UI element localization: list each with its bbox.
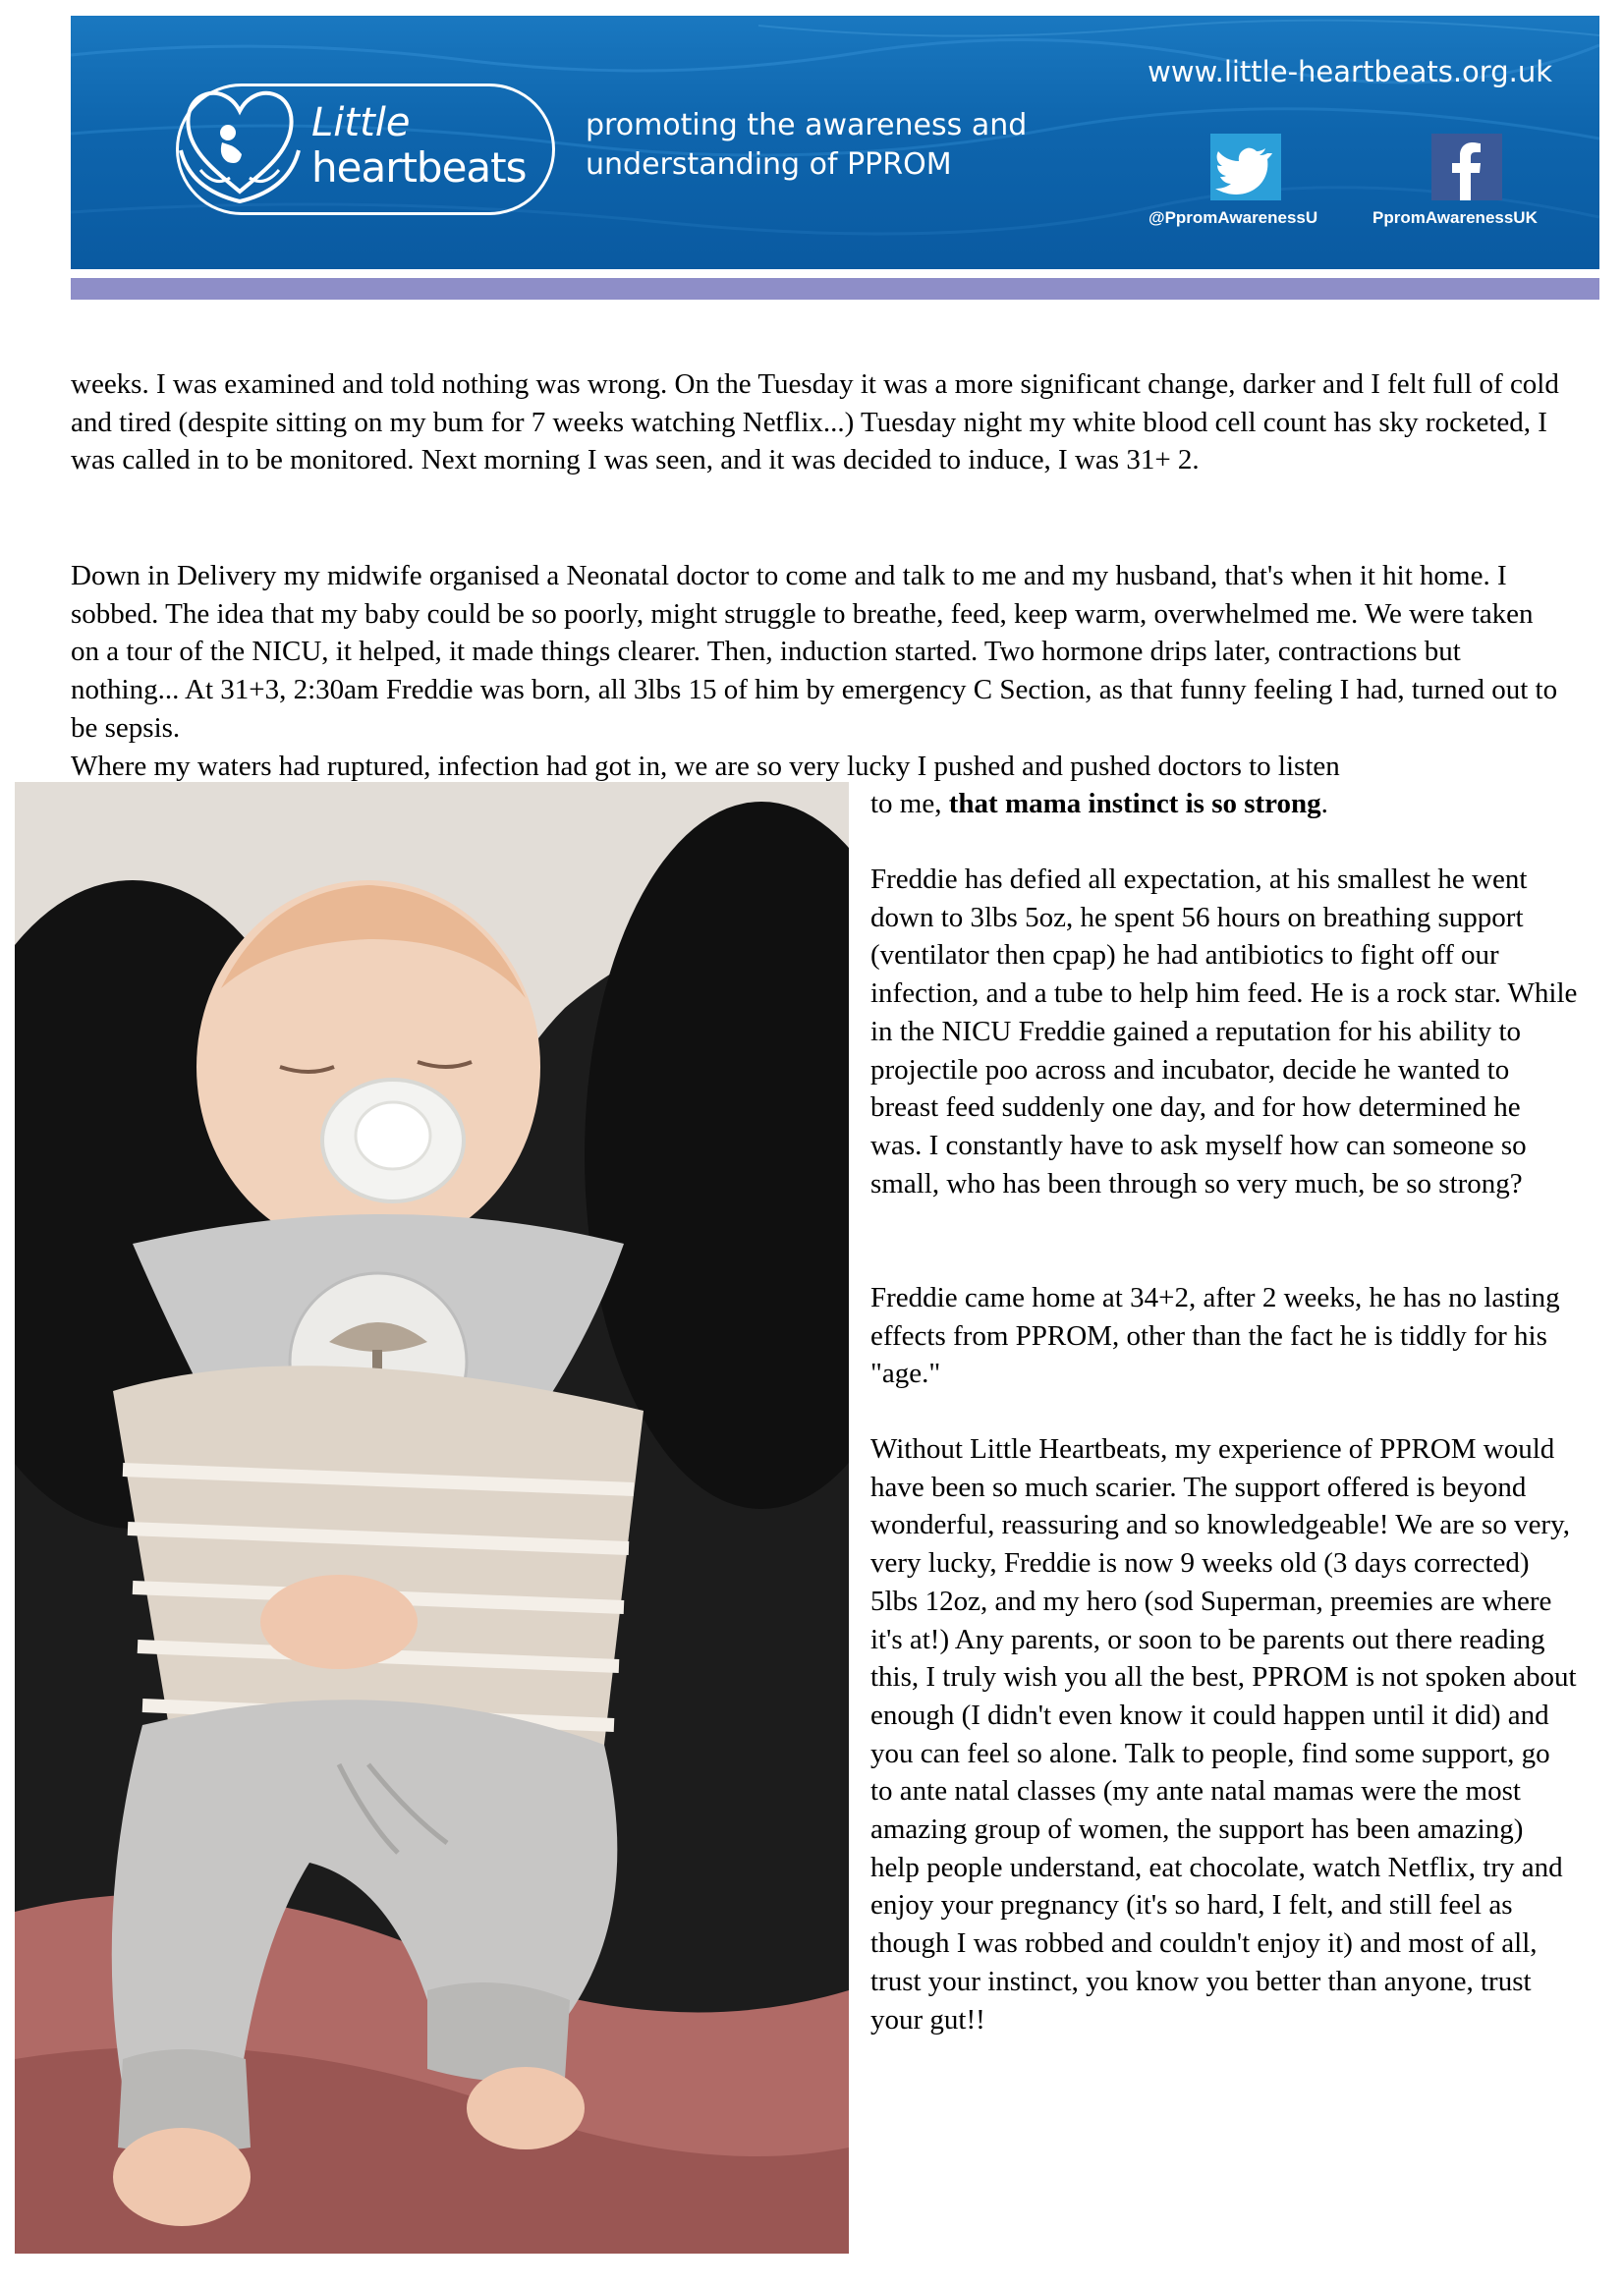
paragraph-5: Freddie came home at 34+2, after 2 weeks, he has no lasting effects from PPROM, other than the fact he is tiddly for his "age." — [870, 1282, 1560, 1390]
twitter-handle[interactable]: @PpromAwarenessU — [1148, 208, 1318, 227]
facebook-icon[interactable] — [1431, 134, 1502, 200]
sleeping-baby-illustration — [15, 782, 849, 2254]
baby-photo — [15, 782, 849, 2254]
logo-text-top: Little — [311, 100, 411, 145]
paragraph-4: Freddie has defied all expectation, at his smallest he went down to 3lbs 5oz, he spent 56 hours on breathing support (ventilator then cpap) he had antibiotics to fight off our infection, and a tube to help him feed. He is a rock star. While in the NICU Freddie gained a reputation for his ability to projectile poo across and incubator, decide he wanted to breast feed suddenly one day, and for how determined he was. I constantly have to ask myself how can someone so small, who has been through so very much, be so strong? — [870, 864, 1578, 1199]
tagline: promoting the awareness and understanding of PPROM — [586, 108, 1028, 182]
divider-stripe — [71, 278, 1599, 300]
facebook-handle[interactable]: PpromAwarenessUK — [1372, 208, 1538, 227]
website-url[interactable]: www.little-heartbeats.org.uk — [1148, 55, 1552, 88]
paragraph-3-end: to me, that mama instinct is so strong. — [870, 788, 1328, 819]
logo-text-bottom: heartbeats — [311, 143, 527, 192]
paragraph-6: Without Little Heartbeats, my experience of PPROM would have been so much scarier. The support offered is beyond wonderful, reassuring and so knowledgeable! We are so very, very lucky, Freddie is now 9 weeks old (3 days corrected) 5lbs 12oz, and my hero (sod Superman, preemies are where it's at!) Any parents, or soon to be parents out there reading this, I truly wish you all the best, PPROM is not spoken about enough (I didn't even know it could happen until it did) and you can feel so alone. Talk to people, find some support, go to ante natal classes (my ante natal mamas were the most amazing group of women, the support has been amazing) help people understand, eat chocolate, watch Netflix, try and enjoy your pregnancy (it's so hard, I felt, and still feel as though I was robbed and couldn't enjoy it) and most of all, trust your instinct, you know you better than anyone, trust your gut!! — [870, 1433, 1577, 2036]
emphasis-mama-instinct: that mama instinct is so strong — [948, 788, 1321, 819]
paragraph-3-start: Where my waters had ruptured, infection had got in, we are so very lucky I pushed and pushed doctors to listen — [71, 751, 1340, 782]
paragraph-2: Down in Delivery my midwife organised a Neonatal doctor to come and talk to me and my husband, that's when it hit home. I sobbed. The idea that my baby could be so poorly, might struggle to breathe, feed, keep warm, overwhelmed me. We were taken on a tour of the NICU, it helped, it made things clearer. Then, induction started. Two hormone drips later, contractions but nothing... At 31+3, 2:30am Freddie was born, all 3lbs 15 of him by emergency C Section, as that funny feeling I had, turned out to be sepsis. — [71, 560, 1558, 744]
paragraph-1: weeks. I was examined and told nothing was wrong. On the Tuesday it was a more significant change, darker and I felt full of cold and tired (despite sitting on my bum for 7 weeks watching Netflix...) Tuesday night my white blood cell count has sky rocketed, I was called in to be monitored. Next morning I was seen, and it was decided to induce, I was 31+ 2. — [71, 368, 1559, 476]
heart-hands-logo-icon — [171, 72, 308, 219]
twitter-icon[interactable] — [1210, 134, 1281, 200]
header-banner — [71, 16, 1599, 269]
paragraph-3-continuation: to me, — [870, 788, 942, 819]
